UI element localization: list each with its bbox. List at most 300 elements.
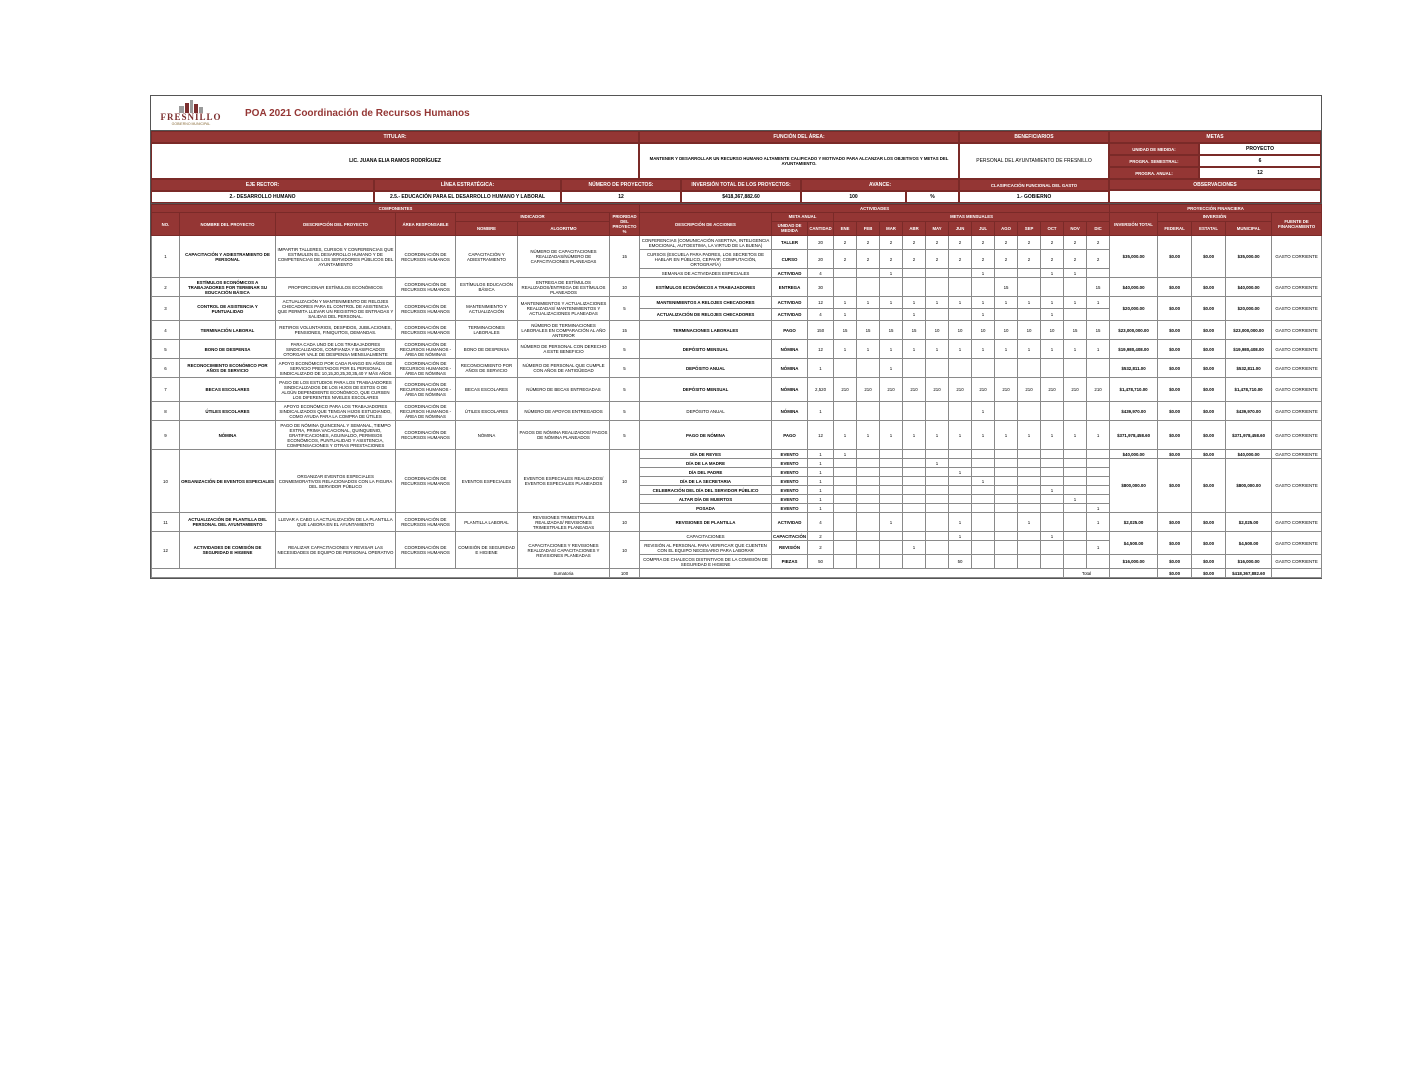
meta-cell-empty [1018,541,1041,555]
indicator-name: CAPACITACIÓN Y ADIESTRAMIENTO [456,236,518,278]
col-descripcion-proyecto: DESCRIPCIÓN DEL PROYECTO [276,213,396,236]
inversion-total-cell: $23,000,000.00 [1110,321,1158,340]
meta-cell: 1 [995,297,1018,309]
fuente-cell: GASTO CORRIENTE [1272,278,1322,297]
action-quantity: 150 [808,321,834,340]
meta-cell-empty [880,486,903,495]
action-unit: ENTREGA [772,278,808,297]
meta-cell-empty [995,486,1018,495]
inversion-total-cell: $16,000.00 [1110,555,1158,569]
estatal-cell: $0.00 [1192,450,1226,459]
meta-cell-empty [834,468,857,477]
estatal-cell: $0.00 [1192,532,1226,555]
project-priority: 10 [610,532,640,569]
fuente-cell: GASTO CORRIENTE [1272,532,1322,555]
fuente-cell: GASTO CORRIENTE [1272,555,1322,569]
meta-cell: 2 [995,250,1018,269]
meta-cell-empty [1064,459,1087,468]
meta-cell-empty [1087,477,1110,486]
progra-semestral-label: PROGRA. SEMESTRAL: [1109,155,1199,167]
project-no: 1 [152,236,180,278]
meta-cell-empty [949,402,972,421]
table-row [152,278,1322,297]
project-area: COORDINACIÓN DE RECURSOS HUMANOS - ÁREA DE NÓMINAS [396,359,456,378]
fuente-cell: GASTO CORRIENTE [1272,297,1322,321]
action-unit: ACTIVIDAD [772,513,808,532]
municipal-cell: $23,000,000.00 [1226,321,1272,340]
fuente-cell: GASTO CORRIENTE [1272,236,1322,278]
meta-cell-empty [857,459,880,468]
indicator-algorithm: REVISIONES TRIMESTRALES REALIZADAS/ REVISIONES TRIMESTRALES PLANEADAS [518,513,610,532]
project-area: COORDINACIÓN DE RECURSOS HUMANOS [396,278,456,297]
meta-cell: 1 [1041,340,1064,359]
action-description: SEMANAS DE ACTIVIDADES ESPECIALES [640,269,772,278]
meta-cell-empty [972,555,995,569]
action-description: PAGO DE NÓMINA [640,421,772,450]
project-priority: 5 [610,421,640,450]
meta-cell: 1 [972,340,995,359]
inversion-total-cell: $2,025.00 [1110,513,1158,532]
meta-cell: 210 [926,378,949,402]
meta-cell-empty [1018,555,1041,569]
meta-cell-empty [1064,504,1087,513]
meta-cell: 1 [972,269,995,278]
meta-cell: 210 [972,378,995,402]
estatal-cell: $0.00 [1192,555,1226,569]
meta-cell-empty [1087,486,1110,495]
meta-cell: 1 [857,421,880,450]
meta-cell-empty [1018,504,1041,513]
meta-cell-empty [995,459,1018,468]
meta-cell: 10 [926,321,949,340]
project-priority: 10 [610,450,640,513]
meta-cell-empty [857,504,880,513]
action-description: MANTENIMIENTOS A RELOJES CHECADORES [640,297,772,309]
meta-cell-empty [903,532,926,541]
indicator-name: COMISIÓN DE SEGURIDAD E HIGIENE [456,532,518,569]
meta-cell: 1 [972,421,995,450]
indicator-name: ÚTILES ESCOLARES [456,402,518,421]
meta-cell: 1 [1041,486,1064,495]
estatal-cell: $0.00 [1192,236,1226,278]
meta-cell: 2 [949,236,972,250]
federal-cell: $0.00 [1158,421,1192,450]
meta-cell-empty [995,541,1018,555]
inversion-total-cell: $20,000.00 [1110,297,1158,321]
meta-cell-empty [926,477,949,486]
meta-cell: 210 [834,378,857,402]
action-description: DEPÓSITO ANUAL [640,359,772,378]
meta-cell-empty [949,495,972,504]
beneficiarios-value: PERSONAL DEL AYUNTAMIENTO DE FRESNILLO [959,143,1109,179]
meta-cell: 2 [926,236,949,250]
action-unit: ACTIVIDAD [772,269,808,278]
meta-cell-empty [949,486,972,495]
meta-cell-empty [903,468,926,477]
inversion-total-cell: $35,000.00 [1110,236,1158,278]
meta-cell: 1 [949,513,972,532]
federal-cell: $0.00 [1158,459,1192,513]
meta-cell-empty [903,278,926,297]
meta-cell: 1 [972,309,995,321]
meta-cell: 2 [1018,236,1041,250]
progra-anual-value: 12 [1199,167,1321,179]
avance-percent: % [906,191,959,203]
project-area: COORDINACIÓN DE RECURSOS HUMANOS [396,532,456,569]
meta-cell: 1 [857,340,880,359]
indicator-name: BONO DE DESPENSA [456,340,518,359]
indicator-algorithm: NÚMERO DE PERSONAL QUE CUMPLE CON AÑOS DE ANTIGÜEDAD [518,359,610,378]
action-quantity: 1 [808,495,834,504]
meta-cell-empty [995,513,1018,532]
action-unit: REVISIÓN [772,541,808,555]
meta-cell: 1 [972,297,995,309]
meta-cell-empty [1087,402,1110,421]
meta-cell-empty [1041,555,1064,569]
fuente-cell: GASTO CORRIENTE [1272,459,1322,513]
federal-cell: $0.00 [1158,555,1192,569]
meta-cell: 2 [880,236,903,250]
indicator-algorithm: NÚMERO DE BECAS ENTREGADAS [518,378,610,402]
project-priority: 5 [610,402,640,421]
meta-cell: 1 [949,468,972,477]
col-indicador-algoritmo: ALGORITMO [518,221,610,235]
meta-cell: 1 [1041,309,1064,321]
col-month-abr: ABR [903,221,926,235]
beneficiarios-label: BENEFICIARIOS [959,131,1109,143]
action-description: DÍA DE REYES [640,450,772,459]
action-quantity: 12 [808,340,834,359]
meta-cell-empty [857,309,880,321]
action-quantity: 1 [808,468,834,477]
action-description: DÍA DE LA MADRE [640,459,772,468]
meta-cell-empty [1018,477,1041,486]
meta-cell-empty [834,459,857,468]
meta-cell-empty [1018,359,1041,378]
table-row [152,513,1322,532]
project-name: ACTUALIZACIÓN DE PLANTILLA DEL PERSONAL DEL AYUNTAMIENTO [180,513,276,532]
sumatoria-value: 100 [610,569,640,578]
metas-label: METAS [1109,131,1321,143]
project-area: COORDINACIÓN DE RECURSOS HUMANOS [396,297,456,321]
estatal-cell: $0.00 [1192,359,1226,378]
col-month-mar: MAR [880,221,903,235]
meta-cell-empty [903,459,926,468]
meta-cell-empty [903,495,926,504]
project-priority: 15 [610,321,640,340]
col-month-jun: JUN [949,221,972,235]
col-municipal: MUNICIPAL [1226,221,1272,235]
action-description: CONFERENCIAS (COMUNICACIÓN ASERTIVA, INTELIGENCIA EMOCIONAL, AUTOESTIMA, LA VIRTUD DE LA BUENA) [640,236,772,250]
meta-cell-empty [834,278,857,297]
logo-tagline: GOBIERNO MUNICIPAL [171,121,211,126]
municipal-cell: $40,000.00 [1226,278,1272,297]
meta-cell-empty [880,532,903,541]
meta-cell: 2 [834,236,857,250]
meta-cell-empty [857,402,880,421]
action-description: DÍA DE LA SECRETARIA [640,477,772,486]
meta-cell-empty [1064,450,1087,459]
project-area: COORDINACIÓN DE RECURSOS HUMANOS - ÁREA DE NÓMINAS [396,402,456,421]
meta-cell: 1 [834,421,857,450]
meta-cell-empty [926,495,949,504]
meta-cell-empty [1087,532,1110,541]
project-no: 8 [152,402,180,421]
estatal-cell: $0.00 [1192,340,1226,359]
municipal-cell: $2,025.00 [1226,513,1272,532]
inversion-total-cell: $800,000.00 [1110,459,1158,513]
meta-cell-empty [857,541,880,555]
top-header [151,131,1321,204]
inversion-total-cell: $19,980,408.00 [1110,340,1158,359]
col-meta-anual-group: META ANUAL [772,213,834,222]
table-row [152,421,1322,450]
meta-cell-empty [1087,450,1110,459]
action-quantity: 1 [808,450,834,459]
project-description: APOYO ECONÓMICO PARA LOS TRABAJADORES SINDICALIZADOS QUE TENGAN HIJOS ESTUDIANDO, COMO AYUDA PARA LA COMPRA DE ÚTILES [276,402,396,421]
meta-cell-empty [834,541,857,555]
action-quantity: 1 [808,459,834,468]
municipal-cell: $439,970.00 [1226,402,1272,421]
indicator-algorithm: CAPACITACIONES Y REVISIONES REALIZADAS/ CAPACITACIONES Y REVISIONES PLANEADAS [518,532,610,569]
federal-cell: $0.00 [1158,513,1192,532]
meta-cell-empty [972,278,995,297]
meta-cell-empty [1064,532,1087,541]
table-row [152,236,1322,250]
municipal-cell: $35,000.00 [1226,236,1272,278]
action-quantity: 4 [808,513,834,532]
meta-cell-empty [1041,541,1064,555]
indicator-name: MANTENIMIENTO Y ACTUALIZACIÓN [456,297,518,321]
action-description: ESTÍMULOS ECONÓMICOS A TRABAJADORES [640,278,772,297]
action-quantity: 20 [808,236,834,250]
action-unit: ACTIVIDAD [772,297,808,309]
meta-cell-empty [1064,278,1087,297]
meta-cell: 1 [1087,340,1110,359]
meta-cell-empty [880,504,903,513]
meta-cell-empty [972,486,995,495]
meta-cell: 210 [949,378,972,402]
project-description: ORGANIZAR EVENTOS ESPECIALES CONMEMORATIVOS RELACIONADOS CON LA FIGURA DEL SERVIDOR PÚBLICO [276,450,396,513]
col-area-responsable: ÁREA RESPONSABLE [396,213,456,236]
meta-cell-empty [857,477,880,486]
project-name: NÓMINA [180,421,276,450]
meta-cell: 1 [949,340,972,359]
footer-spacer-left [152,569,518,578]
meta-cell-empty [926,513,949,532]
meta-cell-empty [949,504,972,513]
meta-cell-empty [995,269,1018,278]
meta-cell-empty [1064,468,1087,477]
meta-cell: 1 [834,450,857,459]
action-quantity: 2 [808,541,834,555]
meta-cell-empty [1064,309,1087,321]
meta-cell-empty [995,402,1018,421]
indicator-algorithm: NÚMERO DE APOYOS ENTREGADOS [518,402,610,421]
meta-cell: 1 [834,297,857,309]
inversion-total-cell: $1,478,710.00 [1110,378,1158,402]
project-no: 11 [152,513,180,532]
meta-cell-empty [995,555,1018,569]
project-name: CONTROL DE ASISTENCIA Y PUNTUALIDAD [180,297,276,321]
project-name: BECAS ESCOLARES [180,378,276,402]
project-area: COORDINACIÓN DE RECURSOS HUMANOS - ÁREA DE NÓMINAS [396,378,456,402]
project-area: COORDINACIÓN DE RECURSOS HUMANOS [396,321,456,340]
action-unit: EVENTO [772,450,808,459]
meta-cell-empty [1064,486,1087,495]
action-quantity: 1 [808,477,834,486]
municipal-cell: $19,980,408.00 [1226,340,1272,359]
action-quantity: 2,520 [808,378,834,402]
project-description: ACTUALIZACIÓN Y MANTENIMIENTO DE RELOJES CHECADORES PARA EL CONTROL DE ASISTENCIA QUE PERMITA LLEVAR UN REGISTRO DE ENTRADAS Y SALIDAS DEL PERSONAL. [276,297,396,321]
action-description: ACTUALIZACIÓN DE RELOJES CHECADORES [640,309,772,321]
col-estatal: ESTATAL [1192,221,1226,235]
meta-cell: 15 [834,321,857,340]
action-quantity: 12 [808,421,834,450]
action-description: CAPACITACIONES [640,532,772,541]
meta-cell: 15 [1064,321,1087,340]
meta-cell: 2 [972,250,995,269]
meta-cell-empty [857,555,880,569]
meta-cell-empty [903,402,926,421]
meta-cell-empty [972,532,995,541]
meta-cell: 15 [995,278,1018,297]
meta-cell: 10 [1041,321,1064,340]
col-cantidad: CANTIDAD [808,221,834,235]
indicator-algorithm: PAGOS DE NÓMINA REALIZADOS/ PAGOS DE NÓMINA PLANEADOS [518,421,610,450]
action-quantity: 50 [808,555,834,569]
action-unit: NÓMINA [772,378,808,402]
meta-cell: 1 [1041,532,1064,541]
meta-cell: 1 [903,541,926,555]
action-quantity: 4 [808,309,834,321]
eje-label: EJE RECTOR: [151,179,374,191]
project-name: CAPACITACIÓN Y ADIESTRAMIENTO DE PERSONAL [180,236,276,278]
indicator-name: RECONOCIMIENTO POR AÑOS DE SERVICIO [456,359,518,378]
project-area: COORDINACIÓN DE RECURSOS HUMANOS [396,236,456,278]
municipal-cell: $40,000.00 [1226,450,1272,459]
progra-anual-label: PROGRA. ANUAL: [1109,167,1199,179]
meta-cell-empty [903,513,926,532]
meta-cell: 1 [903,421,926,450]
meta-cell-empty [926,504,949,513]
progra-semestral-value: 6 [1199,155,1321,167]
col-month-ago: AGO [995,221,1018,235]
meta-cell: 1 [1087,541,1110,555]
linea-value: 2.5.- EDUCACIÓN PARA EL DESARROLLO HUMANO Y LABORAL [374,191,561,203]
project-name: ACTIVIDADES DE COMISIÓN DE SEGURIDAD E HIGIENE [180,532,276,569]
meta-cell: 1 [880,513,903,532]
project-name: BONO DE DESPENSA [180,340,276,359]
meta-cell-empty [903,269,926,278]
project-description: PROPORCIONAR ESTÍMULOS ECONÓMICOS [276,278,396,297]
indicator-name: BECAS ESCOLARES [456,378,518,402]
meta-cell: 1 [880,340,903,359]
meta-cell: 10 [972,321,995,340]
action-description: DÍA DEL PADRE [640,468,772,477]
indicator-name: TERMINACIONES LABORALES [456,321,518,340]
action-description: REVISIONES DE PLANTILLA [640,513,772,532]
meta-cell-empty [1041,450,1064,459]
meta-cell: 1 [972,402,995,421]
municipal-cell: $800,000.00 [1226,459,1272,513]
action-description: REVISIÓN AL PERSONAL PARA VERIFICAR QUE CUENTEN CON EL EQUIPO NECESARIO PARA LABORAR [640,541,772,555]
meta-cell-empty [995,532,1018,541]
meta-cell-empty [903,486,926,495]
project-description: APOYO ECONÓMICO POR CADA RANGO EN AÑOS DE SERVICIO PRESTADOS POR EL PERSONAL SINDICALIZADO DE 10,15,20,25,30,35,40 Y MÁS AÑOS [276,359,396,378]
table-row [152,450,1322,459]
meta-cell: 2 [1064,250,1087,269]
estatal-cell: $0.00 [1192,459,1226,513]
meta-cell-empty [1087,359,1110,378]
meta-cell-empty [880,477,903,486]
eje-value: 2.- DESARROLLO HUMANO [151,191,374,203]
meta-cell-empty [880,309,903,321]
meta-cell-empty [1087,309,1110,321]
meta-cell-empty [995,468,1018,477]
meta-cell: 210 [1041,378,1064,402]
meta-cell: 2 [1041,236,1064,250]
action-quantity: 4 [808,269,834,278]
meta-cell-empty [949,450,972,459]
meta-cell-empty [1041,459,1064,468]
unidad-medida-value: PROYECTO [1199,143,1321,155]
indicator-algorithm: MANTENIMIENTOS Y ACTUALIZACIONES REALIZADAS/ MANTENIMIENTOS Y ACTUALIZACIONES PLANEADAS [518,297,610,321]
meta-cell-empty [926,555,949,569]
meta-cell-empty [1041,359,1064,378]
col-indicador-group: INDICADOR [456,213,610,222]
meta-cell-empty [1018,309,1041,321]
project-area: COORDINACIÓN DE RECURSOS HUMANOS [396,450,456,513]
federal-cell: $0.00 [1158,359,1192,378]
meta-cell-empty [926,541,949,555]
action-description: CELEBRACIÓN DEL DÍA DEL SERVIDOR PÚBLICO [640,486,772,495]
componentes-band: COMPONENTES [152,205,640,213]
fuente-cell: GASTO CORRIENTE [1272,378,1322,402]
meta-cell-empty [857,532,880,541]
meta-cell-empty [880,278,903,297]
meta-cell-empty [903,477,926,486]
meta-cell-empty [880,459,903,468]
inversion-total-cell: $40,000.00 [1110,278,1158,297]
title-bar [151,96,1321,131]
meta-cell: 2 [857,250,880,269]
meta-cell: 210 [903,378,926,402]
table-row [152,402,1322,421]
meta-cell-empty [834,477,857,486]
action-unit: EVENTO [772,486,808,495]
observaciones-value [1109,190,1321,203]
meta-cell-empty [972,541,995,555]
project-description: IMPARTIR TALLERES, CURSOS Y CONFERENCIAS QUE ESTIMULEN EL DESARROLLO HUMANO Y DE COMPETENCIAS DE LOS SERVIDORES PÚBLICOS DEL AYUNTAMIENTO [276,236,396,278]
inversion-total-cell: $40,000.00 [1110,450,1158,459]
project-no: 9 [152,421,180,450]
meta-cell: 1 [1064,340,1087,359]
meta-cell: 1 [1041,297,1064,309]
estatal-cell: $0.00 [1192,378,1226,402]
col-month-oct: OCT [1041,221,1064,235]
municipal-cell: $4,500.00 [1226,532,1272,555]
meta-cell-empty [949,541,972,555]
project-description: REALIZAR CAPACITACIONES Y REVISAR LAS NECESIDADES DE EQUIPO DE PERSONAL OPERATIVO [276,532,396,569]
meta-cell: 1 [1064,421,1087,450]
project-no: 2 [152,278,180,297]
meta-cell-empty [926,486,949,495]
meta-cell-empty [1087,459,1110,468]
col-month-dic: DIC [1087,221,1110,235]
meta-cell: 210 [857,378,880,402]
meta-cell-empty [949,278,972,297]
